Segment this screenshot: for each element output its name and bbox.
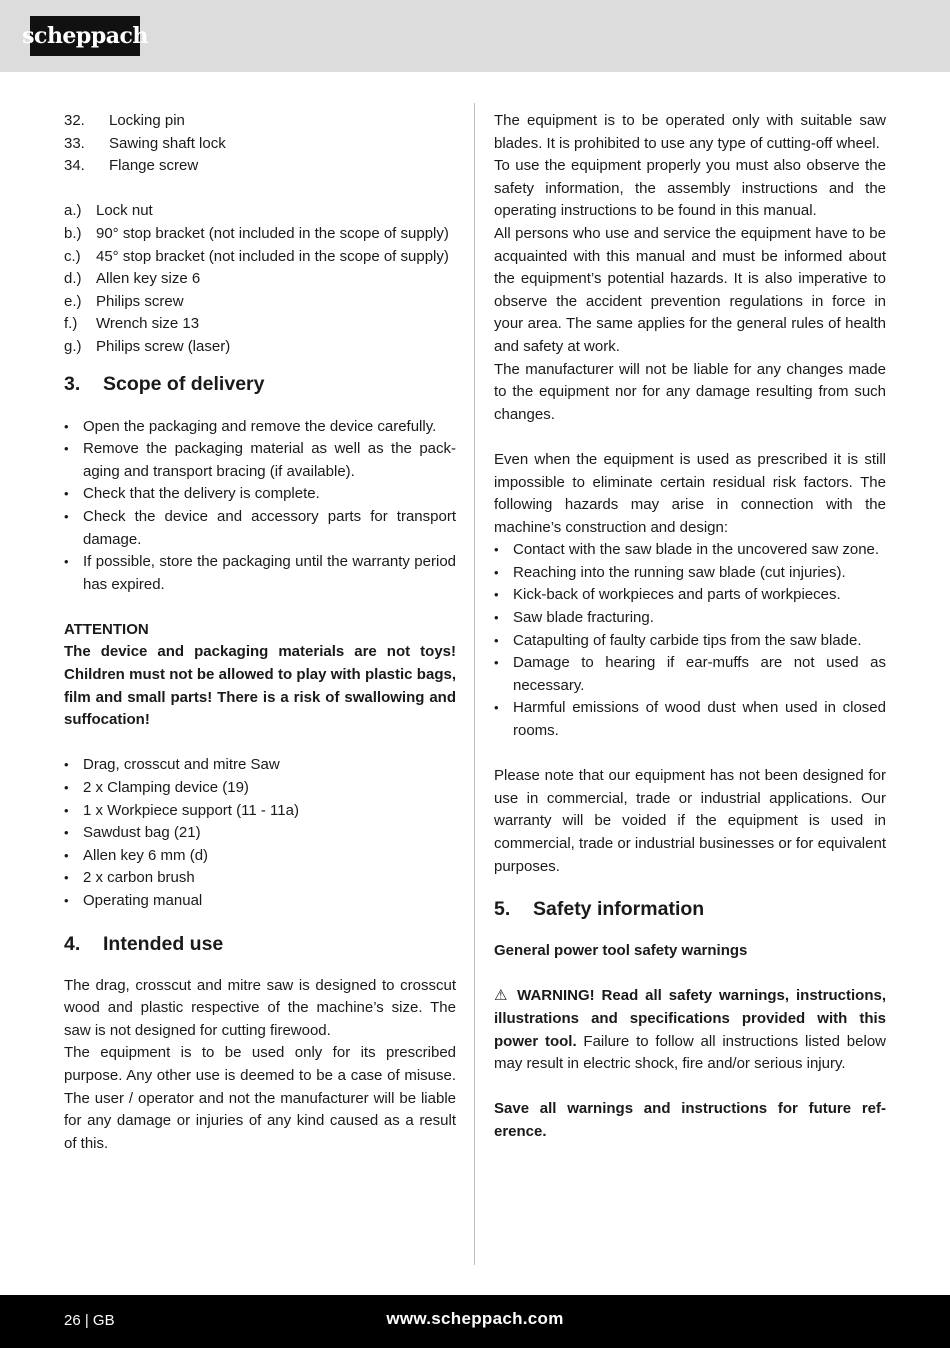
commercial-use-note: Please note that our equipment has not been designed for use in commercial, trade or industrial applications. Our warranty will be voided if the equipment is used in commercial, trade or industrial businesses or for equivalent purposes. xyxy=(494,767,886,875)
section-3-heading: 3. Scope of delivery xyxy=(64,372,265,395)
header-bar xyxy=(0,0,950,72)
list-item: g.) Philips screw (laser) xyxy=(64,337,231,355)
list-item: • Saw blade fracturing. xyxy=(494,607,886,630)
residual-risk-intro: Even when the equipment is used as prescribed it is still impossible to eliminate certain residual risk factors. The following hazards may arise in connection with the machine’s construction and design: xyxy=(494,450,886,536)
list-item: • Catapulting of faulty carbide tips from the saw blade. xyxy=(494,630,886,653)
list-item: • Harmful emissions of wood dust when used in closed rooms. xyxy=(494,697,886,742)
list-item: • Contact with the saw blade in the uncovered saw zone. xyxy=(494,539,886,562)
list-item: 33. Sawing shaft lock xyxy=(64,134,226,152)
list-item: • Drag, crosscut and mitre Saw xyxy=(64,754,456,777)
list-item: d.) Allen key size 6 xyxy=(64,270,201,288)
save-instructions-note: Save all warnings and instructions for future reference. xyxy=(494,1100,886,1140)
body-paragraph: All persons who use and service the equipment have to be acquainted with this manual and must be informed about the equipment’s potential hazards. It is also imperative to observe the accident prevention regulations in force in your area. The same applies for the general rules of health and safety at work. xyxy=(494,224,886,355)
body-paragraph: The equipment is to be operated only with suitable saw blades. It is prohibited to use any type of cutting-off wheel. xyxy=(494,112,886,152)
brand-logo: scheppach xyxy=(30,16,140,56)
warning-triangle-icon: ⚠ xyxy=(494,987,511,1005)
list-item: f.) Wrench size 13 xyxy=(64,315,200,333)
lettered-parts-list xyxy=(64,200,456,358)
list-item: • Check that the delivery is complete. xyxy=(64,483,456,506)
unpacking-steps-list xyxy=(64,416,456,597)
list-item: • Operating manual xyxy=(64,890,456,913)
list-item: c.) 45° stop bracket (not included in the scope of supply) xyxy=(64,247,449,265)
attention-label: ATTENTION xyxy=(64,620,149,638)
residual-risk-list xyxy=(494,539,886,742)
body-paragraph: To use the equipment properly you must also observe the safety information, the assembly instructions and the operating instructions to be found in this manual. xyxy=(494,157,886,220)
list-item: • 1 x Workpiece support (11 - 11a) xyxy=(64,800,456,823)
section-4-heading: 4. Intended use xyxy=(64,932,224,955)
list-item: 34. Flange screw xyxy=(64,157,199,175)
list-item: e.) Philips screw xyxy=(64,292,184,310)
page-number: 26 | GB xyxy=(64,1312,115,1329)
intended-use-paragraph: The equipment is to be used only for its prescribed purpose. Any other use is deemed to be a case of misuse. The user / operator and not the manufacturer will be liable for any damage or injuries of any kind caused as a result of this. xyxy=(64,1044,456,1152)
list-item: • Check the device and accessory parts for transport damage. xyxy=(64,506,456,551)
body-paragraph: The manufacturer will not be liable for any changes made to the equipment nor for any damage resulting from such changes. xyxy=(494,360,886,423)
list-item: • Reaching into the running saw blade (cut injuries). xyxy=(494,562,886,585)
list-item: • Open the packaging and remove the device carefully. xyxy=(64,416,456,439)
list-item: • 2 x carbon brush xyxy=(64,867,456,890)
left-column xyxy=(64,110,456,1155)
list-item: a.) Lock nut xyxy=(64,202,153,220)
list-item: • Damage to hearing if ear-muffs are not used as necessary. xyxy=(494,652,886,697)
list-item: • If possible, store the packaging until the warranty period has expired. xyxy=(64,551,456,596)
footer-bar xyxy=(0,1295,950,1348)
list-item: • Sawdust bag (21) xyxy=(64,822,456,845)
warning-paragraph: ⚠ WARNING! Read all safety warnings, instructions, illustrations and specifications provided with this power tool. Failure to follow all instructions listed below may result in electric shock, fire and/or serious injury. xyxy=(494,987,887,1073)
list-item: b.) 90° stop bracket (not included in the scope of supply) xyxy=(64,224,449,242)
section-5-heading: 5. Safety information xyxy=(494,898,705,921)
delivery-contents-list xyxy=(64,754,456,912)
list-item: • Remove the packaging material as well as the packaging and transport bracing (if available). xyxy=(64,438,456,483)
right-column xyxy=(494,110,886,1144)
list-item: • Allen key 6 mm (d) xyxy=(64,845,456,868)
attention-text: The device and packaging materials are not toys! Children must not be allowed to play with plastic bags, film and small parts! There is a risk of swallowing and suffocation! xyxy=(64,643,456,729)
list-item: • 2 x Clamping device (19) xyxy=(64,777,456,800)
numbered-parts-list xyxy=(64,110,456,178)
list-item: 32. Locking pin xyxy=(64,112,185,129)
intended-use-paragraph: The drag, crosscut and mitre saw is designed to crosscut wood and plastic respective of the machine’s size. The saw is not designed for cutting firewood. xyxy=(64,976,456,1039)
column-divider xyxy=(474,103,475,1265)
list-item: • Kick-back of workpieces and parts of workpieces. xyxy=(494,584,886,607)
safety-subtitle: General power tool safety warnings xyxy=(494,942,748,960)
website-link[interactable]: www.scheppach.com xyxy=(386,1309,564,1328)
